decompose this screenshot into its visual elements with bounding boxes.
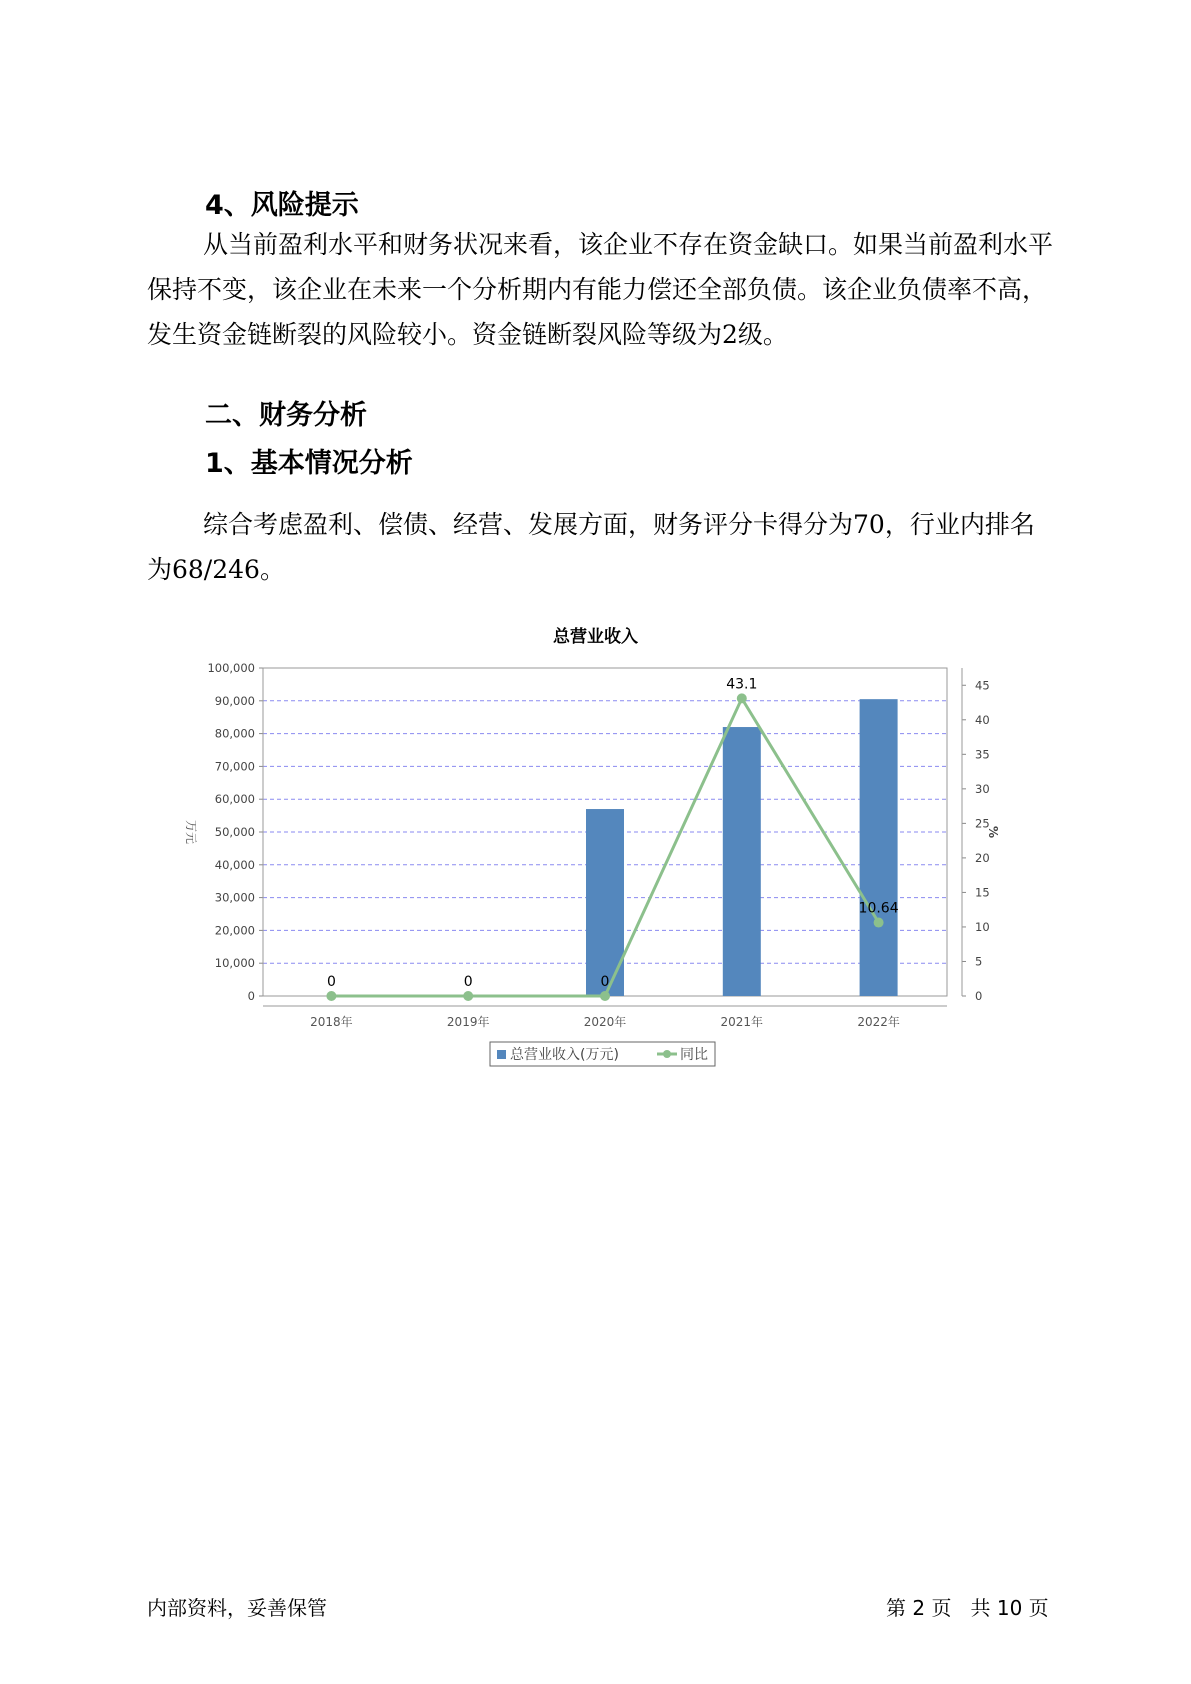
y2-tick-label: 40 xyxy=(975,712,990,727)
yoy-data-label: 0 xyxy=(463,974,473,990)
x-tick-label: 2022年 xyxy=(857,1015,900,1029)
y2-tick-label: 10 xyxy=(975,919,990,934)
risk-paragraph: 从当前盈利水平和财务状况来看，该企业不存在资金缺口。如果当前盈利水平保持不变，该企业在未来一个分析期内有能力偿还全部负债。该企业负债率不高，发生资金链断裂的风险较小。资金链断裂风险等级为2级。 xyxy=(147,230,1054,349)
y-tick-label: 40,000 xyxy=(214,857,255,872)
legend-bar-swatch xyxy=(497,1050,506,1059)
chart-title: 总营业收入 xyxy=(553,627,638,647)
risk-heading: 4、风险提示 xyxy=(205,190,359,221)
y-axis-label: 万元 xyxy=(184,819,198,845)
x-tick-label: 2018年 xyxy=(310,1015,353,1029)
legend-bar-label: 总营业收入(万元) xyxy=(510,1047,619,1063)
yoy-point xyxy=(463,991,473,1001)
yoy-data-label: 10.64 xyxy=(858,900,899,917)
y-tick-label: 80,000 xyxy=(214,726,255,741)
y2-tick-label: 5 xyxy=(975,954,983,969)
y-tick-label: 30,000 xyxy=(214,890,255,905)
footer-left: 内部资料，妥善保管 xyxy=(147,1596,327,1620)
yoy-point xyxy=(326,991,336,1001)
x-tick-label: 2019年 xyxy=(446,1015,490,1029)
y2-tick-label: 20 xyxy=(975,850,990,865)
revenue-chart xyxy=(170,650,1030,1080)
x-tick-label: 2021年 xyxy=(720,1015,764,1029)
yoy-point xyxy=(600,991,610,1001)
bar xyxy=(723,727,761,996)
yoy-point xyxy=(874,918,884,928)
y-tick-label: 100,000 xyxy=(207,661,255,675)
y2-tick-label: 30 xyxy=(975,781,990,796)
y2-tick-label: 25 xyxy=(975,816,990,831)
legend-line-label: 同比 xyxy=(680,1047,708,1063)
yoy-point xyxy=(737,693,747,703)
yoy-data-label: 43.1 xyxy=(726,676,758,693)
basic-heading: 1、基本情况分析 xyxy=(205,448,413,479)
y-tick-label: 90,000 xyxy=(214,693,255,708)
yoy-data-label: 0 xyxy=(326,974,336,990)
y2-tick-label: 45 xyxy=(975,678,990,693)
y-tick-label: 50,000 xyxy=(214,825,255,839)
finance-heading: 二、财务分析 xyxy=(205,400,367,431)
y-tick-label: 70,000 xyxy=(214,759,255,774)
y-tick-label: 0 xyxy=(247,989,255,1003)
yoy-data-label: 0 xyxy=(600,974,610,990)
footer-page-number: 第 2 页 共 10 页 xyxy=(886,1596,1049,1620)
y2-tick-label: 15 xyxy=(975,885,990,900)
x-tick-label: 2020年 xyxy=(583,1015,627,1029)
bar xyxy=(860,699,898,996)
basic-paragraph: 综合考虑盈利、偿债、经营、发展方面，财务评分卡得分为70，行业内排名为68/246。 xyxy=(147,510,1035,584)
legend-line-marker xyxy=(663,1050,671,1058)
y-tick-label: 20,000 xyxy=(214,923,255,938)
y2-axis-label: % xyxy=(986,825,1000,839)
y-tick-label: 60,000 xyxy=(214,792,255,807)
y2-tick-label: 35 xyxy=(975,747,990,762)
y2-tick-label: 0 xyxy=(975,989,983,1003)
y-tick-label: 10,000 xyxy=(214,956,255,971)
